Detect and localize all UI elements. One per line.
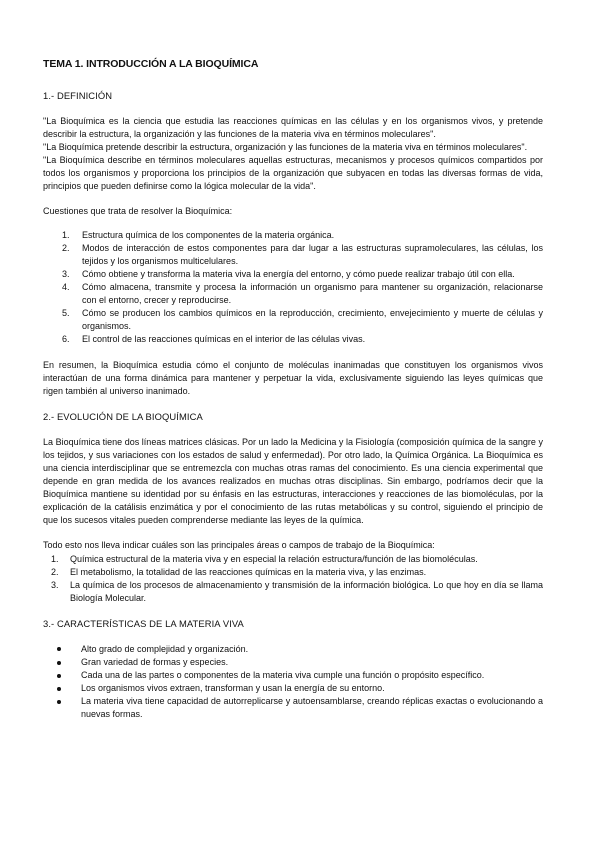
section-heading-definicion: 1.- DEFINICIÓN [43, 90, 113, 101]
list-item [51, 553, 543, 566]
list-item-text: Cómo obtiene y transforma la materia viva la energía del entorno, y cómo puede realizar trabajo útil con ella. [82, 268, 515, 279]
questions-list [62, 229, 543, 347]
bullet-icon [57, 661, 61, 665]
bullet-icon [57, 700, 61, 704]
list-item [62, 268, 543, 281]
definition-quote: "La Bioquímica pretende describir la estructura, organización y las funciones de la materia viva en términos moleculares". [43, 142, 528, 153]
list-item-text: La materia viva tiene capacidad de autorreplicarse y autoensamblarse, creando réplicas exactas o evolucionando a nuevas formas. [81, 696, 543, 720]
list-number: 1. [51, 553, 59, 564]
definition-quotes [43, 115, 543, 194]
characteristics-list [56, 643, 543, 722]
list-number: 4. [62, 282, 70, 293]
list-number: 1. [62, 229, 70, 240]
list-item-text: El control de las reacciones químicas en el interior de las células vivas. [82, 334, 366, 345]
section-heading-caracteristicas: 3.- CARACTERÍSTICAS DE LA MATERIA VIVA [43, 617, 244, 629]
list-number: 3. [62, 268, 70, 279]
list-item [62, 242, 543, 268]
list-number: 2. [51, 566, 59, 577]
list-item [81, 682, 543, 695]
areas-list [51, 553, 543, 605]
list-item [81, 643, 543, 656]
list-item-text: Química estructural de la materia viva y en especial la relación estructura/función de las biomoléculas. [70, 553, 478, 564]
list-item-text: Alto grado de complejidad y organización. [81, 643, 249, 654]
list-item-text: Los organismos vivos extraen, transforman y usan la energía de su entorno. [81, 683, 385, 694]
list-item-text: Estructura química de los componentes de la materia orgánica. [82, 229, 335, 240]
list-item-text: La química de los procesos de almacenamiento y transmisión de la información biológica. Lo que hoy en día se llama Biología Molecular. [70, 579, 543, 603]
section-heading-evolucion: 2.- EVOLUCIÓN DE LA BIOQUÍMICA [43, 410, 203, 422]
list-item-text: Modos de interacción de estos componentes para dar lugar a las estructuras supramoleculares, las células, los tejidos y los organismos multicelulares. [82, 242, 543, 266]
bullet-icon [57, 687, 61, 691]
summary-paragraph: En resumen, la Bioquímica estudia cómo el conjunto de moléculas inanimadas que constituyen los organismos vivos interactúan de una forma dinámica para mantener y perpetuar la vida, exclusivamente siguiendo las leyes químicas que rigen también al universo inanimado. [43, 359, 543, 396]
list-item-text: Cómo almacena, transmite y procesa la información un organismo para mantener su organización, relacionarse con el entorno, crecer y reproducirse. [82, 282, 543, 306]
list-number: 6. [62, 334, 70, 345]
list-item-text: El metabolismo, la totalidad de las reacciones químicas en la materia viva, y las enzimas. [70, 566, 427, 577]
list-item [51, 566, 543, 579]
document-title: TEMA 1. INTRODUCCIÓN A LA BIOQUÍMICA [43, 58, 259, 70]
definition-quote: "La Bioquímica es la ciencia que estudia las reacciones químicas en las células y en los organismos vivos, y pretende describir la estructura, la organización y las funciones de la materia viva en términos moleculares". [43, 116, 543, 140]
bullet-icon [57, 674, 61, 678]
list-item [62, 229, 543, 242]
list-number: 5. [62, 308, 70, 319]
list-item [62, 333, 543, 346]
questions-intro: Cuestiones que trata de resolver la Bioquímica: [43, 205, 233, 216]
list-item-text: Gran variedad de formas y especies. [81, 657, 229, 667]
list-item [51, 579, 543, 605]
list-item [81, 669, 543, 682]
list-number: 2. [62, 242, 70, 253]
bullet-icon [57, 647, 61, 651]
list-item [62, 307, 543, 333]
list-item [81, 656, 543, 669]
list-item [81, 695, 543, 721]
list-item [62, 281, 543, 307]
evolution-paragraph: La Bioquímica tiene dos líneas matrices clásicas. Por un lado la Medicina y la Fisiología (composición química de la sangre y los tejidos, y sus variaciones con los estados de salud y enfermedad). Por otro lado, la Química Orgánica. La Bioquímica es una ciencia interdisciplinar que se entremezcla con muchas otras ramas del conocimiento. Es una ciencia experimental que depende en gran medida de los avances realizados en muchas otras disciplinas. Sin embargo, podríamos decir que la Bioquímica mantiene su identidad por su énfasis en las estructuras, interacciones y reacciones de las biomoléculas, por la explicación de la catálisis enzimática y por el conocimiento de las rutas metabólicas y su control, siguiendo el principio de que los sucesos vitales pueden comprenderse mediante las leyes de la química. [43, 436, 543, 526]
definition-quote: "La Bioquímica describe en términos moleculares aquellas estructuras, mecanismos y procesos químicos compartidos por todos los organismos y proporciona los principios de la organización que subyacen en todas las diversas formas de vida, principios que pueden definirse como la lógica molecular de la vida". [43, 155, 543, 192]
list-number: 3. [51, 579, 59, 590]
areas-intro: Todo esto nos lleva indicar cuáles son las principales áreas o campos de trabajo de la Bioquímica: [43, 540, 435, 551]
list-item-text: Cómo se producen los cambios químicos en la reproducción, crecimiento, envejecimiento y muerte de células y organismos. [82, 308, 543, 332]
list-item-text: Cada una de las partes o componentes de la materia viva cumple una función o propósito específico. [81, 670, 485, 681]
